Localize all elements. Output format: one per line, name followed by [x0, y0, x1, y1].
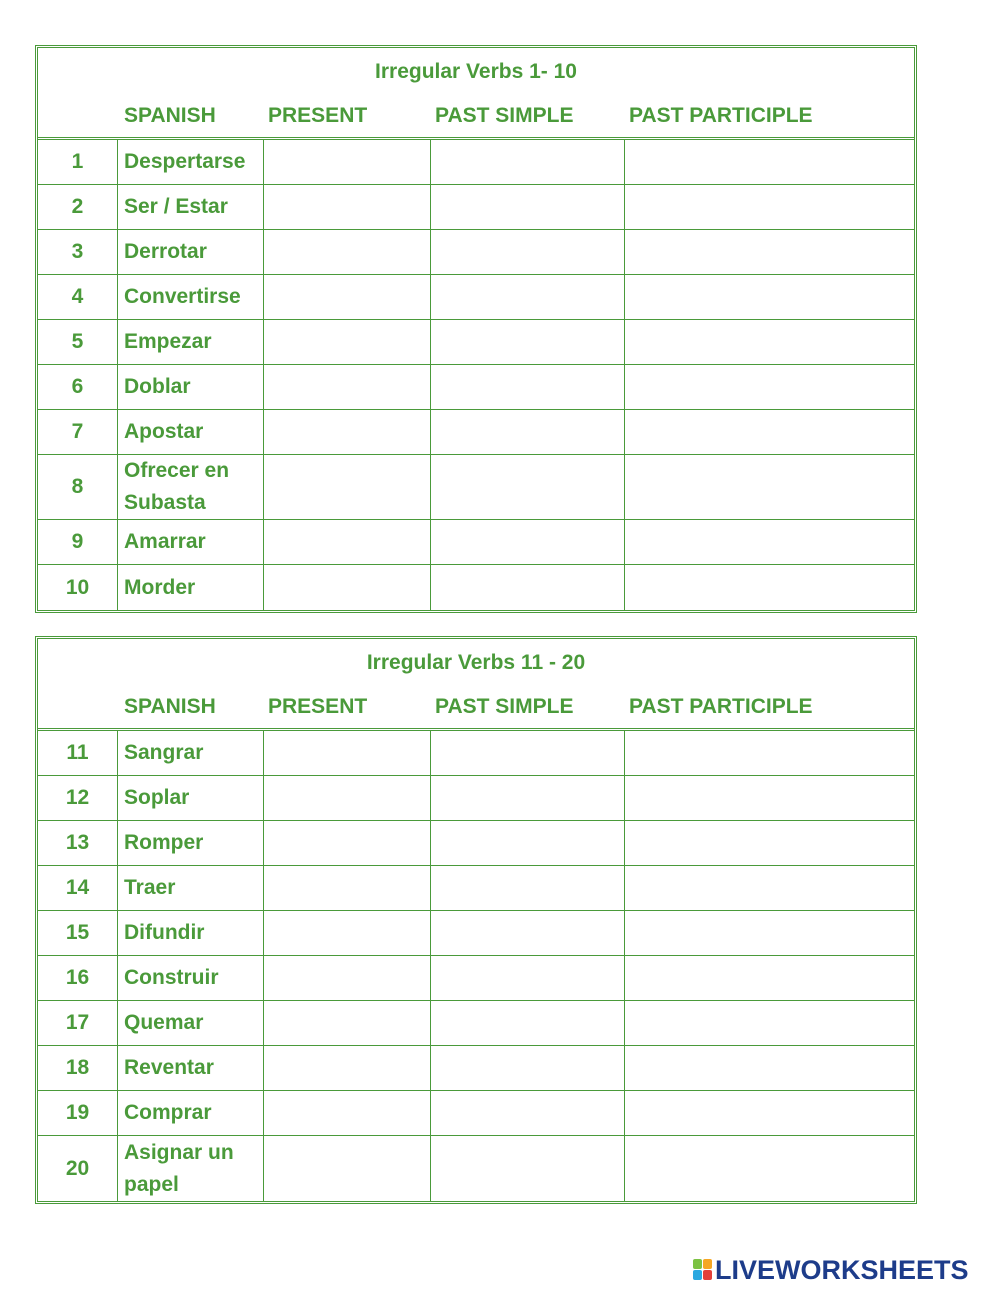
spanish-verb: Romper — [118, 821, 264, 865]
table-row — [38, 1001, 914, 1046]
past-participle-answer-field[interactable] — [625, 410, 914, 454]
present-answer-field[interactable] — [264, 565, 431, 610]
past-participle-answer-field[interactable] — [625, 1091, 914, 1135]
past-participle-answer-field[interactable] — [625, 1136, 914, 1201]
present-answer-field[interactable] — [264, 1136, 431, 1201]
row-number: 19 — [38, 1091, 118, 1135]
table-row — [38, 185, 914, 230]
past-simple-answer-field[interactable] — [431, 1091, 625, 1135]
past-simple-answer-field[interactable] — [431, 866, 625, 910]
row-number: 18 — [38, 1046, 118, 1090]
table-row — [38, 731, 914, 776]
past-simple-answer-field[interactable] — [431, 1001, 625, 1045]
spanish-verb: Sangrar — [118, 731, 264, 775]
present-answer-field[interactable] — [264, 520, 431, 564]
spanish-verb: Soplar — [118, 776, 264, 820]
table-title: Irregular Verbs 11 - 20 — [366, 651, 586, 674]
spanish-verb: Construir — [118, 956, 264, 1000]
present-answer-field[interactable] — [264, 410, 431, 454]
column-label-past-simple: PAST SIMPLE — [435, 104, 574, 127]
row-number: 11 — [38, 731, 118, 775]
row-number: 9 — [38, 520, 118, 564]
table-row — [38, 1046, 914, 1091]
spanish-verb: Convertirse — [118, 275, 264, 319]
table-row — [38, 455, 914, 520]
present-answer-field[interactable] — [264, 320, 431, 364]
past-simple-answer-field[interactable] — [431, 1136, 625, 1201]
table-row — [38, 911, 914, 956]
column-label-past-participle: PAST PARTICIPLE — [629, 695, 813, 718]
present-answer-field[interactable] — [264, 776, 431, 820]
row-number: 20 — [38, 1136, 118, 1201]
past-simple-answer-field[interactable] — [431, 520, 625, 564]
spanish-verb: Quemar — [118, 1001, 264, 1045]
table-row — [38, 821, 914, 866]
past-participle-answer-field[interactable] — [625, 520, 914, 564]
past-simple-answer-field[interactable] — [431, 731, 625, 775]
spanish-verb: Comprar — [118, 1091, 264, 1135]
present-answer-field[interactable] — [264, 275, 431, 319]
column-label-present: PRESENT — [268, 104, 368, 127]
table-row — [38, 320, 914, 365]
spanish-verb: Ofrecer en Subasta — [118, 455, 264, 519]
past-participle-answer-field[interactable] — [625, 365, 914, 409]
past-participle-answer-field[interactable] — [625, 776, 914, 820]
past-simple-answer-field[interactable] — [431, 230, 625, 274]
spanish-verb: Difundir — [118, 911, 264, 955]
past-simple-answer-field[interactable] — [431, 821, 625, 865]
row-number: 4 — [38, 275, 118, 319]
column-label-spanish: SPANISH — [124, 695, 216, 718]
row-number: 14 — [38, 866, 118, 910]
table-row — [38, 140, 914, 185]
table-row — [38, 230, 914, 275]
past-simple-answer-field[interactable] — [431, 956, 625, 1000]
liveworksheets-logo — [693, 1255, 969, 1285]
row-number: 2 — [38, 185, 118, 229]
table-header — [38, 639, 914, 731]
past-simple-answer-field[interactable] — [431, 365, 625, 409]
row-number: 10 — [38, 565, 118, 610]
logo-text: LIVEWORKSHEETS — [715, 1254, 969, 1285]
table-title: Irregular Verbs 1- 10 — [375, 60, 577, 83]
row-number: 3 — [38, 230, 118, 274]
past-participle-answer-field[interactable] — [625, 185, 914, 229]
past-simple-answer-field[interactable] — [431, 911, 625, 955]
table-row — [38, 1091, 914, 1136]
spanish-verb: Despertarse — [118, 140, 264, 184]
table-body — [38, 731, 914, 1201]
row-number: 15 — [38, 911, 118, 955]
past-participle-answer-field[interactable] — [625, 230, 914, 274]
present-answer-field[interactable] — [264, 455, 431, 519]
past-simple-answer-field[interactable] — [431, 776, 625, 820]
row-number: 16 — [38, 956, 118, 1000]
present-answer-field[interactable] — [264, 1046, 431, 1090]
present-answer-field[interactable] — [264, 185, 431, 229]
past-participle-answer-field[interactable] — [625, 866, 914, 910]
present-answer-field[interactable] — [264, 911, 431, 955]
past-participle-answer-field[interactable] — [625, 1001, 914, 1045]
table-header — [38, 48, 914, 140]
past-simple-answer-field[interactable] — [431, 140, 625, 184]
past-simple-answer-field[interactable] — [431, 455, 625, 519]
table-row — [38, 520, 914, 565]
past-participle-answer-field[interactable] — [625, 455, 914, 519]
row-number: 7 — [38, 410, 118, 454]
row-number: 17 — [38, 1001, 118, 1045]
spanish-verb: Empezar — [118, 320, 264, 364]
present-answer-field[interactable] — [264, 365, 431, 409]
present-answer-field[interactable] — [264, 230, 431, 274]
present-answer-field[interactable] — [264, 821, 431, 865]
liveworksheets-logo-icon — [693, 1259, 713, 1281]
spanish-verb: Asignar un papel — [118, 1136, 264, 1201]
row-number: 8 — [38, 455, 118, 519]
past-participle-answer-field[interactable] — [625, 565, 914, 610]
present-answer-field[interactable] — [264, 731, 431, 775]
table-row — [38, 866, 914, 911]
column-label-present: PRESENT — [268, 695, 368, 718]
past-participle-answer-field[interactable] — [625, 911, 914, 955]
spanish-verb: Derrotar — [118, 230, 264, 274]
past-participle-answer-field[interactable] — [625, 956, 914, 1000]
column-label-past-simple: PAST SIMPLE — [435, 695, 574, 718]
present-answer-field[interactable] — [264, 956, 431, 1000]
past-participle-answer-field[interactable] — [625, 140, 914, 184]
present-answer-field[interactable] — [264, 140, 431, 184]
column-label-spanish: SPANISH — [124, 104, 216, 127]
verbs-table-1 — [35, 45, 917, 613]
column-label-past-participle: PAST PARTICIPLE — [629, 104, 813, 127]
table-row — [38, 275, 914, 320]
past-simple-answer-field[interactable] — [431, 1046, 625, 1090]
verbs-table-2 — [35, 636, 917, 1204]
past-simple-answer-field[interactable] — [431, 565, 625, 610]
table-row — [38, 956, 914, 1001]
past-simple-answer-field[interactable] — [431, 185, 625, 229]
table-body — [38, 140, 914, 610]
spanish-verb: Doblar — [118, 365, 264, 409]
row-number: 5 — [38, 320, 118, 364]
past-simple-answer-field[interactable] — [431, 275, 625, 319]
table-row — [38, 1136, 914, 1201]
spanish-verb: Morder — [118, 565, 264, 610]
past-simple-answer-field[interactable] — [431, 410, 625, 454]
table-row — [38, 565, 914, 610]
table-row — [38, 410, 914, 455]
row-number: 13 — [38, 821, 118, 865]
table-row — [38, 776, 914, 821]
spanish-verb: Ser / Estar — [118, 185, 264, 229]
spanish-verb: Amarrar — [118, 520, 264, 564]
spanish-verb: Reventar — [118, 1046, 264, 1090]
row-number: 6 — [38, 365, 118, 409]
row-number: 1 — [38, 140, 118, 184]
present-answer-field[interactable] — [264, 1001, 431, 1045]
past-participle-answer-field[interactable] — [625, 320, 914, 364]
past-simple-answer-field[interactable] — [431, 320, 625, 364]
present-answer-field[interactable] — [264, 866, 431, 910]
present-answer-field[interactable] — [264, 1091, 431, 1135]
table-row — [38, 365, 914, 410]
past-participle-answer-field[interactable] — [625, 1046, 914, 1090]
past-participle-answer-field[interactable] — [625, 731, 914, 775]
row-number: 12 — [38, 776, 118, 820]
spanish-verb: Traer — [118, 866, 264, 910]
past-participle-answer-field[interactable] — [625, 821, 914, 865]
spanish-verb: Apostar — [118, 410, 264, 454]
past-participle-answer-field[interactable] — [625, 275, 914, 319]
